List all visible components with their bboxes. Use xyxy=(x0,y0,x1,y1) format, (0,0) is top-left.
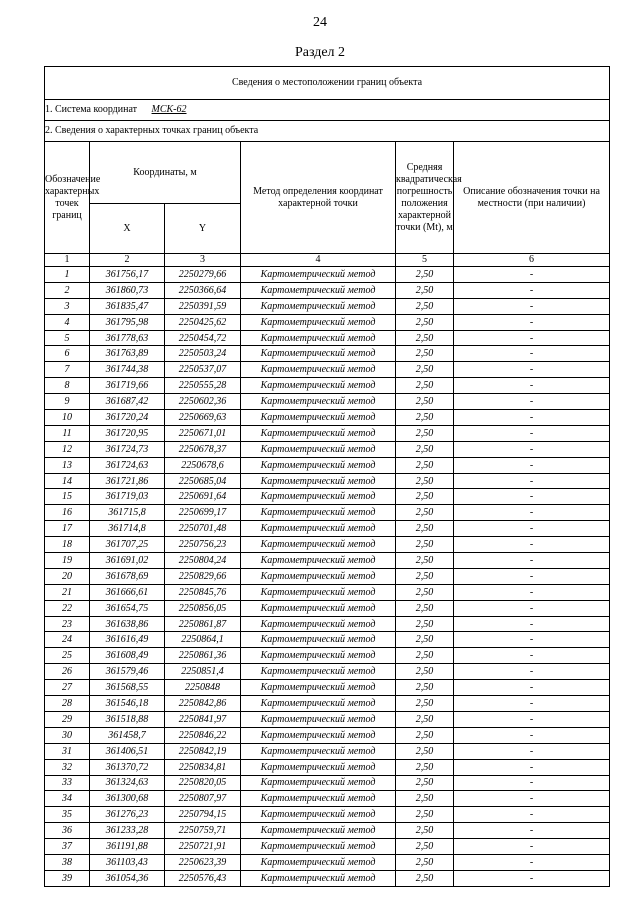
coordinate-system-value: МСК-62 xyxy=(151,104,187,115)
y-coordinate-cell: 2250678,6 xyxy=(165,457,241,473)
point-number-cell: 28 xyxy=(45,696,90,712)
method-cell: Картометрический метод xyxy=(241,568,396,584)
y-coordinate-cell: 2250759,71 xyxy=(165,823,241,839)
y-coordinate-cell: 2250602,36 xyxy=(165,394,241,410)
point-number-cell: 10 xyxy=(45,410,90,426)
table-row xyxy=(45,696,610,712)
y-coordinate-cell: 2250671,01 xyxy=(165,425,241,441)
method-cell: Картометрический метод xyxy=(241,425,396,441)
table-row xyxy=(45,632,610,648)
y-coordinate-cell: 2250756,23 xyxy=(165,537,241,553)
point-number-cell: 30 xyxy=(45,727,90,743)
accuracy-cell: 2,50 xyxy=(396,473,454,489)
y-coordinate-cell: 2250861,87 xyxy=(165,616,241,632)
x-coordinate-cell: 361579,46 xyxy=(90,664,165,680)
table-row xyxy=(45,330,610,346)
description-cell: - xyxy=(454,394,610,410)
column-number: 1 xyxy=(45,254,90,267)
point-number-cell: 37 xyxy=(45,839,90,855)
x-coordinate-cell: 361518,88 xyxy=(90,711,165,727)
description-cell: - xyxy=(454,791,610,807)
accuracy-cell: 2,50 xyxy=(396,537,454,553)
method-cell: Картометрический метод xyxy=(241,823,396,839)
description-cell: - xyxy=(454,696,610,712)
accuracy-cell: 2,50 xyxy=(396,346,454,362)
description-cell: - xyxy=(454,727,610,743)
x-coordinate-cell: 361406,51 xyxy=(90,743,165,759)
table-row xyxy=(45,362,610,378)
description-cell: - xyxy=(454,854,610,870)
coordinate-system-label: 1. Система координат xyxy=(45,104,138,115)
y-coordinate-cell: 2250846,22 xyxy=(165,727,241,743)
x-coordinate-cell: 361370,72 xyxy=(90,759,165,775)
x-coordinate-cell: 361795,98 xyxy=(90,314,165,330)
method-cell: Картометрический метод xyxy=(241,298,396,314)
method-cell: Картометрический метод xyxy=(241,839,396,855)
table-row xyxy=(45,282,610,298)
table-row xyxy=(45,680,610,696)
accuracy-cell: 2,50 xyxy=(396,870,454,886)
method-cell: Картометрический метод xyxy=(241,584,396,600)
point-number-cell: 15 xyxy=(45,489,90,505)
header-accuracy: Средняя квадратическая погрешность положения характерной точки (Mt), м xyxy=(396,142,454,254)
y-coordinate-cell: 2250721,91 xyxy=(165,839,241,855)
accuracy-cell: 2,50 xyxy=(396,441,454,457)
description-cell: - xyxy=(454,346,610,362)
x-coordinate-cell: 361546,18 xyxy=(90,696,165,712)
method-cell: Картометрический метод xyxy=(241,489,396,505)
accuracy-cell: 2,50 xyxy=(396,314,454,330)
y-coordinate-cell: 2250804,24 xyxy=(165,553,241,569)
table-row xyxy=(45,759,610,775)
accuracy-cell: 2,50 xyxy=(396,505,454,521)
y-coordinate-cell: 2250794,15 xyxy=(165,807,241,823)
point-number-cell: 39 xyxy=(45,870,90,886)
table-row xyxy=(45,378,610,394)
x-coordinate-cell: 361724,73 xyxy=(90,441,165,457)
table-row xyxy=(45,807,610,823)
y-coordinate-cell: 2250678,37 xyxy=(165,441,241,457)
method-cell: Картометрический метод xyxy=(241,267,396,283)
accuracy-cell: 2,50 xyxy=(396,425,454,441)
x-coordinate-cell: 361616,49 xyxy=(90,632,165,648)
description-cell: - xyxy=(454,330,610,346)
x-coordinate-cell: 361715,8 xyxy=(90,505,165,521)
table-row xyxy=(45,600,610,616)
method-cell: Картометрический метод xyxy=(241,362,396,378)
section-title: Раздел 2 xyxy=(294,45,346,60)
method-cell: Картометрический метод xyxy=(241,473,396,489)
y-coordinate-cell: 2250576,43 xyxy=(165,870,241,886)
y-coordinate-cell: 2250841,97 xyxy=(165,711,241,727)
header-coordinates: Координаты, м xyxy=(90,142,241,204)
point-number-cell: 35 xyxy=(45,807,90,823)
description-cell: - xyxy=(454,521,610,537)
description-cell: - xyxy=(454,759,610,775)
accuracy-cell: 2,50 xyxy=(396,600,454,616)
x-coordinate-cell: 361233,28 xyxy=(90,823,165,839)
description-cell: - xyxy=(454,632,610,648)
header-description: Описание обозначения точки на местности (при наличии) xyxy=(454,142,610,254)
point-number-cell: 27 xyxy=(45,680,90,696)
description-cell: - xyxy=(454,711,610,727)
header-x: X xyxy=(90,204,165,254)
y-coordinate-cell: 2250864,1 xyxy=(165,632,241,648)
y-coordinate-cell: 2250691,64 xyxy=(165,489,241,505)
description-cell: - xyxy=(454,457,610,473)
method-cell: Картометрический метод xyxy=(241,330,396,346)
description-cell: - xyxy=(454,537,610,553)
method-cell: Картометрический метод xyxy=(241,505,396,521)
x-coordinate-cell: 361103,43 xyxy=(90,854,165,870)
point-number-cell: 11 xyxy=(45,425,90,441)
method-cell: Картометрический метод xyxy=(241,775,396,791)
table-row xyxy=(45,314,610,330)
accuracy-cell: 2,50 xyxy=(396,378,454,394)
table-row xyxy=(45,457,610,473)
column-number: 5 xyxy=(396,254,454,267)
point-number-cell: 13 xyxy=(45,457,90,473)
header-point-label: Обозначение характерных точек границ xyxy=(45,142,90,254)
description-cell: - xyxy=(454,568,610,584)
table-row xyxy=(45,521,610,537)
accuracy-cell: 2,50 xyxy=(396,839,454,855)
point-number-cell: 31 xyxy=(45,743,90,759)
accuracy-cell: 2,50 xyxy=(396,807,454,823)
table-row xyxy=(45,473,610,489)
method-cell: Картометрический метод xyxy=(241,521,396,537)
method-cell: Картометрический метод xyxy=(241,759,396,775)
table-row xyxy=(45,505,610,521)
x-coordinate-cell: 361719,66 xyxy=(90,378,165,394)
point-number-cell: 18 xyxy=(45,537,90,553)
description-cell: - xyxy=(454,807,610,823)
table-row xyxy=(45,441,610,457)
table-row xyxy=(45,823,610,839)
y-coordinate-cell: 2250701,48 xyxy=(165,521,241,537)
table-row xyxy=(45,267,610,283)
method-cell: Картометрический метод xyxy=(241,394,396,410)
y-coordinate-cell: 2250391,59 xyxy=(165,298,241,314)
y-coordinate-cell: 2250669,63 xyxy=(165,410,241,426)
point-number-cell: 9 xyxy=(45,394,90,410)
point-number-cell: 33 xyxy=(45,775,90,791)
accuracy-cell: 2,50 xyxy=(396,616,454,632)
accuracy-cell: 2,50 xyxy=(396,664,454,680)
accuracy-cell: 2,50 xyxy=(396,330,454,346)
point-number-cell: 16 xyxy=(45,505,90,521)
method-cell: Картометрический метод xyxy=(241,854,396,870)
method-cell: Картометрический метод xyxy=(241,378,396,394)
accuracy-cell: 2,50 xyxy=(396,632,454,648)
accuracy-cell: 2,50 xyxy=(396,584,454,600)
accuracy-cell: 2,50 xyxy=(396,854,454,870)
description-cell: - xyxy=(454,743,610,759)
point-number-cell: 36 xyxy=(45,823,90,839)
accuracy-cell: 2,50 xyxy=(396,362,454,378)
point-number-cell: 14 xyxy=(45,473,90,489)
point-number-cell: 8 xyxy=(45,378,90,394)
method-cell: Картометрический метод xyxy=(241,807,396,823)
accuracy-cell: 2,50 xyxy=(396,410,454,426)
description-cell: - xyxy=(454,584,610,600)
accuracy-cell: 2,50 xyxy=(396,282,454,298)
method-cell: Картометрический метод xyxy=(241,791,396,807)
point-number-cell: 3 xyxy=(45,298,90,314)
point-number-cell: 4 xyxy=(45,314,90,330)
description-cell: - xyxy=(454,441,610,457)
description-cell: - xyxy=(454,600,610,616)
description-cell: - xyxy=(454,775,610,791)
accuracy-cell: 2,50 xyxy=(396,727,454,743)
method-cell: Картометрический метод xyxy=(241,346,396,362)
accuracy-cell: 2,50 xyxy=(396,553,454,569)
method-cell: Картометрический метод xyxy=(241,727,396,743)
y-coordinate-cell: 2250848 xyxy=(165,680,241,696)
table-row xyxy=(45,298,610,314)
description-cell: - xyxy=(454,664,610,680)
method-cell: Картометрический метод xyxy=(241,314,396,330)
table-row xyxy=(45,584,610,600)
table-row xyxy=(45,743,610,759)
point-number-cell: 5 xyxy=(45,330,90,346)
y-coordinate-cell: 2250623,39 xyxy=(165,854,241,870)
point-number-cell: 6 xyxy=(45,346,90,362)
table-row xyxy=(45,870,610,886)
y-coordinate-cell: 2250537,07 xyxy=(165,362,241,378)
x-coordinate-cell: 361724,63 xyxy=(90,457,165,473)
method-cell: Картометрический метод xyxy=(241,553,396,569)
method-cell: Картометрический метод xyxy=(241,441,396,457)
points-heading: 2. Сведения о характерных точках границ объекта xyxy=(45,121,610,142)
method-cell: Картометрический метод xyxy=(241,600,396,616)
y-coordinate-cell: 2250279,66 xyxy=(165,267,241,283)
point-number-cell: 26 xyxy=(45,664,90,680)
table-row xyxy=(45,775,610,791)
x-coordinate-cell: 361835,47 xyxy=(90,298,165,314)
x-coordinate-cell: 361666,61 xyxy=(90,584,165,600)
method-cell: Картометрический метод xyxy=(241,457,396,473)
x-coordinate-cell: 361191,88 xyxy=(90,839,165,855)
method-cell: Картометрический метод xyxy=(241,410,396,426)
description-cell: - xyxy=(454,870,610,886)
point-number-cell: 24 xyxy=(45,632,90,648)
description-cell: - xyxy=(454,267,610,283)
y-coordinate-cell: 2250685,04 xyxy=(165,473,241,489)
description-cell: - xyxy=(454,282,610,298)
x-coordinate-cell: 361720,24 xyxy=(90,410,165,426)
description-cell: - xyxy=(454,378,610,394)
column-number: 4 xyxy=(241,254,396,267)
x-coordinate-cell: 361707,25 xyxy=(90,537,165,553)
table-row xyxy=(45,346,610,362)
y-coordinate-cell: 2250425,62 xyxy=(165,314,241,330)
accuracy-cell: 2,50 xyxy=(396,568,454,584)
method-cell: Картометрический метод xyxy=(241,711,396,727)
accuracy-cell: 2,50 xyxy=(396,298,454,314)
x-coordinate-cell: 361324,63 xyxy=(90,775,165,791)
description-cell: - xyxy=(454,505,610,521)
description-cell: - xyxy=(454,553,610,569)
description-cell: - xyxy=(454,410,610,426)
table-banner: Сведения о местоположении границ объекта xyxy=(45,67,610,100)
x-coordinate-cell: 361687,42 xyxy=(90,394,165,410)
point-number-cell: 17 xyxy=(45,521,90,537)
accuracy-cell: 2,50 xyxy=(396,743,454,759)
description-cell: - xyxy=(454,489,610,505)
x-coordinate-cell: 361568,55 xyxy=(90,680,165,696)
table-row xyxy=(45,839,610,855)
description-cell: - xyxy=(454,616,610,632)
description-cell: - xyxy=(454,362,610,378)
description-cell: - xyxy=(454,680,610,696)
y-coordinate-cell: 2250366,64 xyxy=(165,282,241,298)
y-coordinate-cell: 2250842,86 xyxy=(165,696,241,712)
x-coordinate-cell: 361678,69 xyxy=(90,568,165,584)
point-number-cell: 2 xyxy=(45,282,90,298)
method-cell: Картометрический метод xyxy=(241,696,396,712)
x-coordinate-cell: 361608,49 xyxy=(90,648,165,664)
point-number-cell: 34 xyxy=(45,791,90,807)
y-coordinate-cell: 2250555,28 xyxy=(165,378,241,394)
description-cell: - xyxy=(454,648,610,664)
accuracy-cell: 2,50 xyxy=(396,775,454,791)
table-row xyxy=(45,394,610,410)
method-cell: Картометрический метод xyxy=(241,680,396,696)
header-method: Метод определения координат характерной точки xyxy=(241,142,396,254)
point-number-cell: 38 xyxy=(45,854,90,870)
accuracy-cell: 2,50 xyxy=(396,791,454,807)
table-row xyxy=(45,727,610,743)
accuracy-cell: 2,50 xyxy=(396,823,454,839)
table-row xyxy=(45,568,610,584)
point-number-cell: 25 xyxy=(45,648,90,664)
method-cell: Картометрический метод xyxy=(241,632,396,648)
point-number-cell: 21 xyxy=(45,584,90,600)
point-number-cell: 7 xyxy=(45,362,90,378)
y-coordinate-cell: 2250842,19 xyxy=(165,743,241,759)
y-coordinate-cell: 2250856,05 xyxy=(165,600,241,616)
y-coordinate-cell: 2250820,05 xyxy=(165,775,241,791)
x-coordinate-cell: 361744,38 xyxy=(90,362,165,378)
accuracy-cell: 2,50 xyxy=(396,394,454,410)
point-number-cell: 23 xyxy=(45,616,90,632)
accuracy-cell: 2,50 xyxy=(396,711,454,727)
accuracy-cell: 2,50 xyxy=(396,648,454,664)
table-row xyxy=(45,791,610,807)
table-row xyxy=(45,410,610,426)
x-coordinate-cell: 361054,36 xyxy=(90,870,165,886)
accuracy-cell: 2,50 xyxy=(396,759,454,775)
y-coordinate-cell: 2250861,36 xyxy=(165,648,241,664)
table-row xyxy=(45,425,610,441)
description-cell: - xyxy=(454,425,610,441)
method-cell: Картометрический метод xyxy=(241,648,396,664)
table-row xyxy=(45,664,610,680)
column-number: 6 xyxy=(454,254,610,267)
column-number: 2 xyxy=(90,254,165,267)
accuracy-cell: 2,50 xyxy=(396,521,454,537)
column-number: 3 xyxy=(165,254,241,267)
point-number-cell: 22 xyxy=(45,600,90,616)
x-coordinate-cell: 361300,68 xyxy=(90,791,165,807)
method-cell: Картометрический метод xyxy=(241,616,396,632)
page-number: 24 xyxy=(313,15,327,30)
table-row xyxy=(45,648,610,664)
accuracy-cell: 2,50 xyxy=(396,267,454,283)
description-cell: - xyxy=(454,298,610,314)
table-row xyxy=(45,537,610,553)
x-coordinate-cell: 361763,89 xyxy=(90,346,165,362)
method-cell: Картометрический метод xyxy=(241,282,396,298)
x-coordinate-cell: 361654,75 xyxy=(90,600,165,616)
x-coordinate-cell: 361276,23 xyxy=(90,807,165,823)
accuracy-cell: 2,50 xyxy=(396,680,454,696)
method-cell: Картометрический метод xyxy=(241,743,396,759)
y-coordinate-cell: 2250807,97 xyxy=(165,791,241,807)
x-coordinate-cell: 361719,03 xyxy=(90,489,165,505)
description-cell: - xyxy=(454,314,610,330)
method-cell: Картометрический метод xyxy=(241,537,396,553)
description-cell: - xyxy=(454,823,610,839)
accuracy-cell: 2,50 xyxy=(396,696,454,712)
x-coordinate-cell: 361721,86 xyxy=(90,473,165,489)
description-cell: - xyxy=(454,473,610,489)
method-cell: Картометрический метод xyxy=(241,664,396,680)
header-y: Y xyxy=(165,204,241,254)
table-row xyxy=(45,553,610,569)
table-row xyxy=(45,489,610,505)
description-cell: - xyxy=(454,839,610,855)
table-row xyxy=(45,711,610,727)
accuracy-cell: 2,50 xyxy=(396,489,454,505)
x-coordinate-cell: 361458,7 xyxy=(90,727,165,743)
y-coordinate-cell: 2250699,17 xyxy=(165,505,241,521)
x-coordinate-cell: 361714,8 xyxy=(90,521,165,537)
x-coordinate-cell: 361778,63 xyxy=(90,330,165,346)
table-row xyxy=(45,616,610,632)
y-coordinate-cell: 2250851,4 xyxy=(165,664,241,680)
y-coordinate-cell: 2250454,72 xyxy=(165,330,241,346)
x-coordinate-cell: 361638,86 xyxy=(90,616,165,632)
x-coordinate-cell: 361720,95 xyxy=(90,425,165,441)
y-coordinate-cell: 2250834,81 xyxy=(165,759,241,775)
point-number-cell: 29 xyxy=(45,711,90,727)
y-coordinate-cell: 2250845,76 xyxy=(165,584,241,600)
x-coordinate-cell: 361756,17 xyxy=(90,267,165,283)
method-cell: Картометрический метод xyxy=(241,870,396,886)
boundary-table xyxy=(44,66,610,887)
y-coordinate-cell: 2250829,66 xyxy=(165,568,241,584)
x-coordinate-cell: 361860,73 xyxy=(90,282,165,298)
table-row xyxy=(45,854,610,870)
point-number-cell: 1 xyxy=(45,267,90,283)
point-number-cell: 12 xyxy=(45,441,90,457)
point-number-cell: 20 xyxy=(45,568,90,584)
point-number-cell: 19 xyxy=(45,553,90,569)
x-coordinate-cell: 361691,02 xyxy=(90,553,165,569)
accuracy-cell: 2,50 xyxy=(396,457,454,473)
y-coordinate-cell: 2250503,24 xyxy=(165,346,241,362)
coordinate-system-row xyxy=(45,100,610,121)
point-number-cell: 32 xyxy=(45,759,90,775)
